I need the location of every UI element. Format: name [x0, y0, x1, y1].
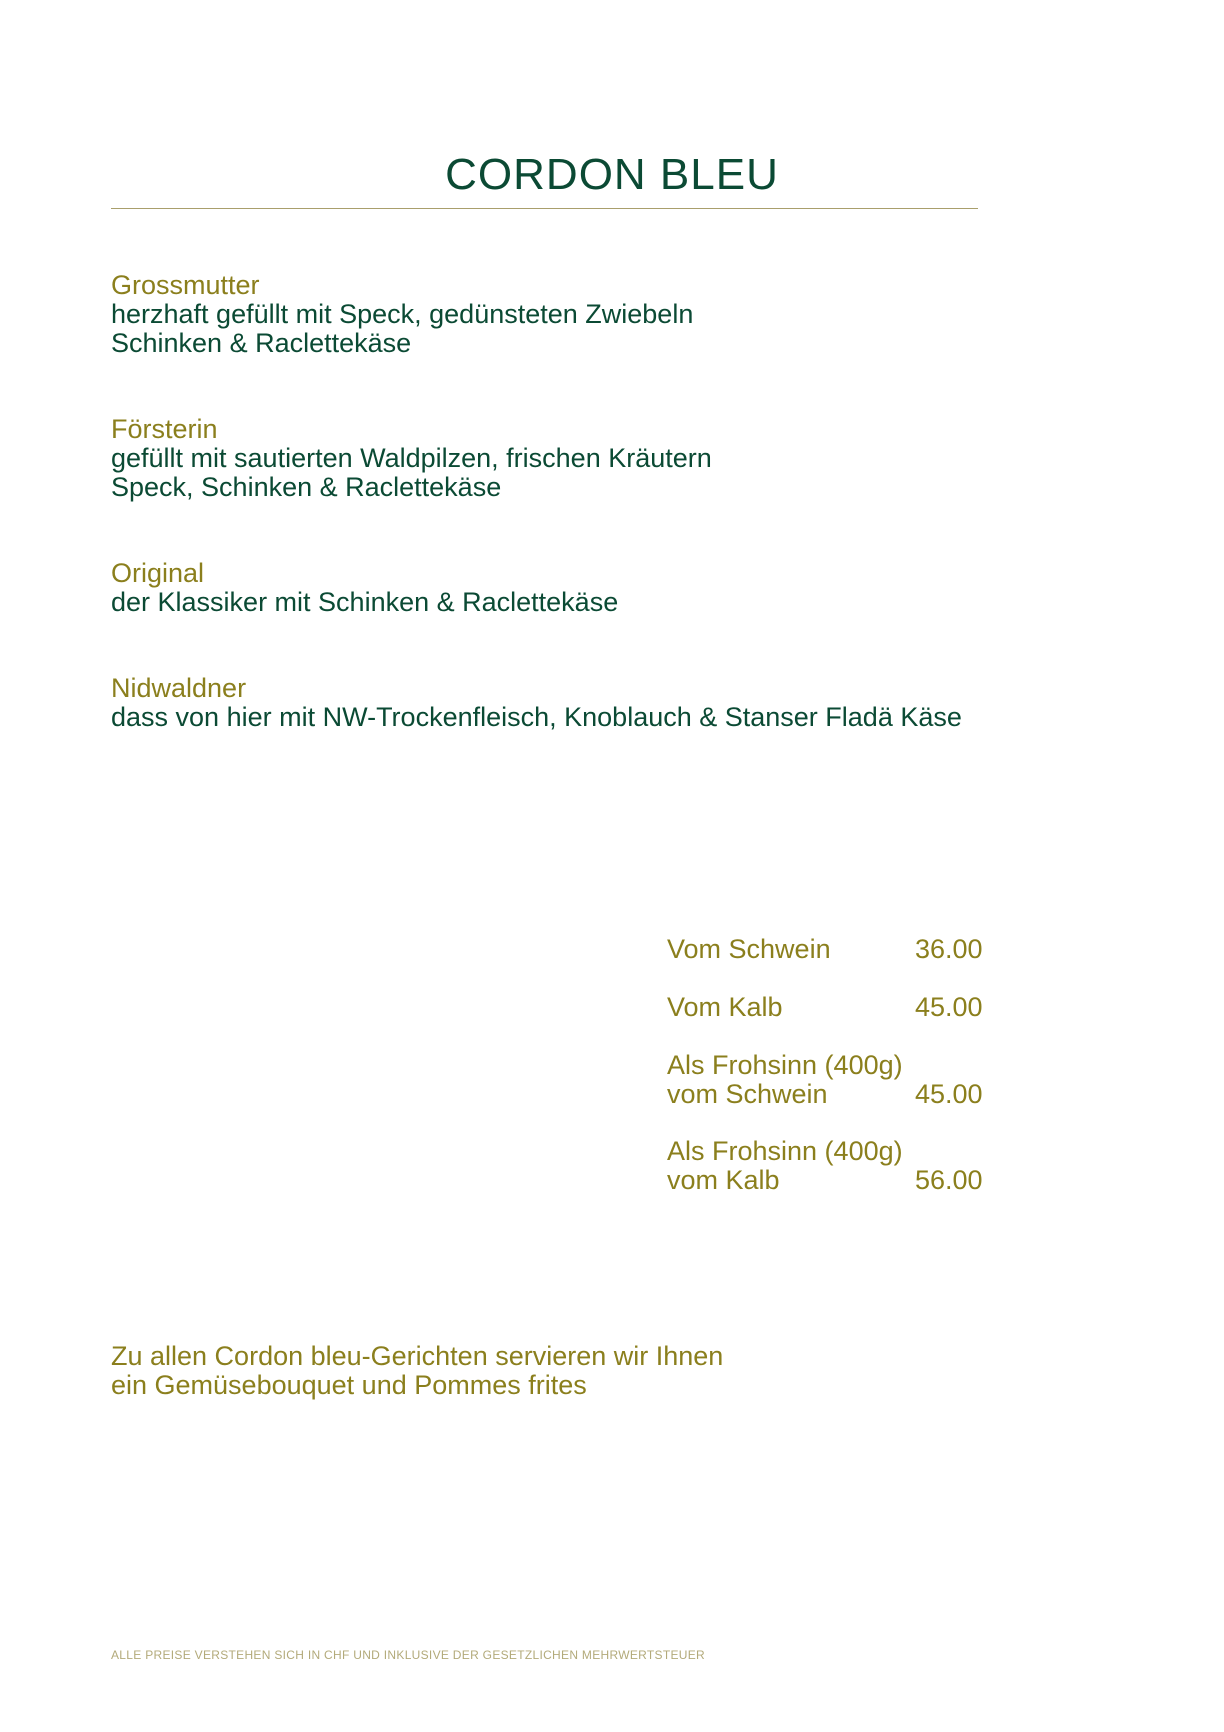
dish-description-line: herzhaft gefüllt mit Speck, gedünsteten Zwiebeln [111, 299, 694, 329]
price-disclaimer: ALLE PREISE VERSTEHEN SICH IN CHF UND INKLUSIVE DER GESETZLICHEN MEHRWERTSTEUER [111, 1648, 706, 1662]
price-label: Vom Schwein [667, 934, 831, 964]
dish-description-line: gefüllt mit sautierten Waldpilzen, frischen Kräutern [111, 443, 712, 473]
price-row-schwein [667, 935, 987, 964]
dish-description-line: der Klassiker mit Schinken & Raclettekäse [111, 587, 619, 617]
page-title: CORDON BLEU [445, 150, 779, 199]
note-line: ein Gemüsebouquet und Pommes frites [111, 1370, 587, 1400]
price-label: Vom Kalb [667, 992, 783, 1022]
price-amount: 36.00 [915, 934, 983, 964]
dish-foersterin [111, 415, 1111, 502]
dish-description-line: Schinken & Raclettekäse [111, 328, 412, 358]
dish-grossmutter [111, 271, 1111, 358]
price-label: vom Kalb [667, 1165, 780, 1195]
dish-description-line: dass von hier mit NW-Trockenfleisch, Knoblauch & Stanser Fladä Käse [111, 702, 962, 732]
price-header: Als Frohsinn (400g) [667, 1136, 903, 1166]
price-amount: 45.00 [915, 1079, 983, 1109]
price-row-kalb [667, 993, 987, 1022]
price-header: Als Frohsinn (400g) [667, 1050, 903, 1080]
dish-nidwaldner [111, 674, 1111, 732]
side-dish-note [111, 1342, 1011, 1400]
price-amount: 56.00 [915, 1165, 983, 1195]
price-amount: 45.00 [915, 992, 983, 1022]
dish-original [111, 559, 1111, 617]
price-row-frohsinn-kalb [667, 1137, 987, 1195]
dish-name: Original [111, 558, 205, 588]
note-line: Zu allen Cordon bleu-Gerichten servieren wir Ihnen [111, 1341, 724, 1371]
price-label: vom Schwein [667, 1079, 828, 1109]
dish-name: Grossmutter [111, 270, 260, 300]
dish-description-line: Speck, Schinken & Raclettekäse [111, 472, 502, 502]
dish-name: Försterin [111, 414, 218, 444]
dish-name: Nidwaldner [111, 673, 247, 703]
price-row-frohsinn-schwein [667, 1051, 987, 1109]
title-divider [111, 208, 978, 209]
